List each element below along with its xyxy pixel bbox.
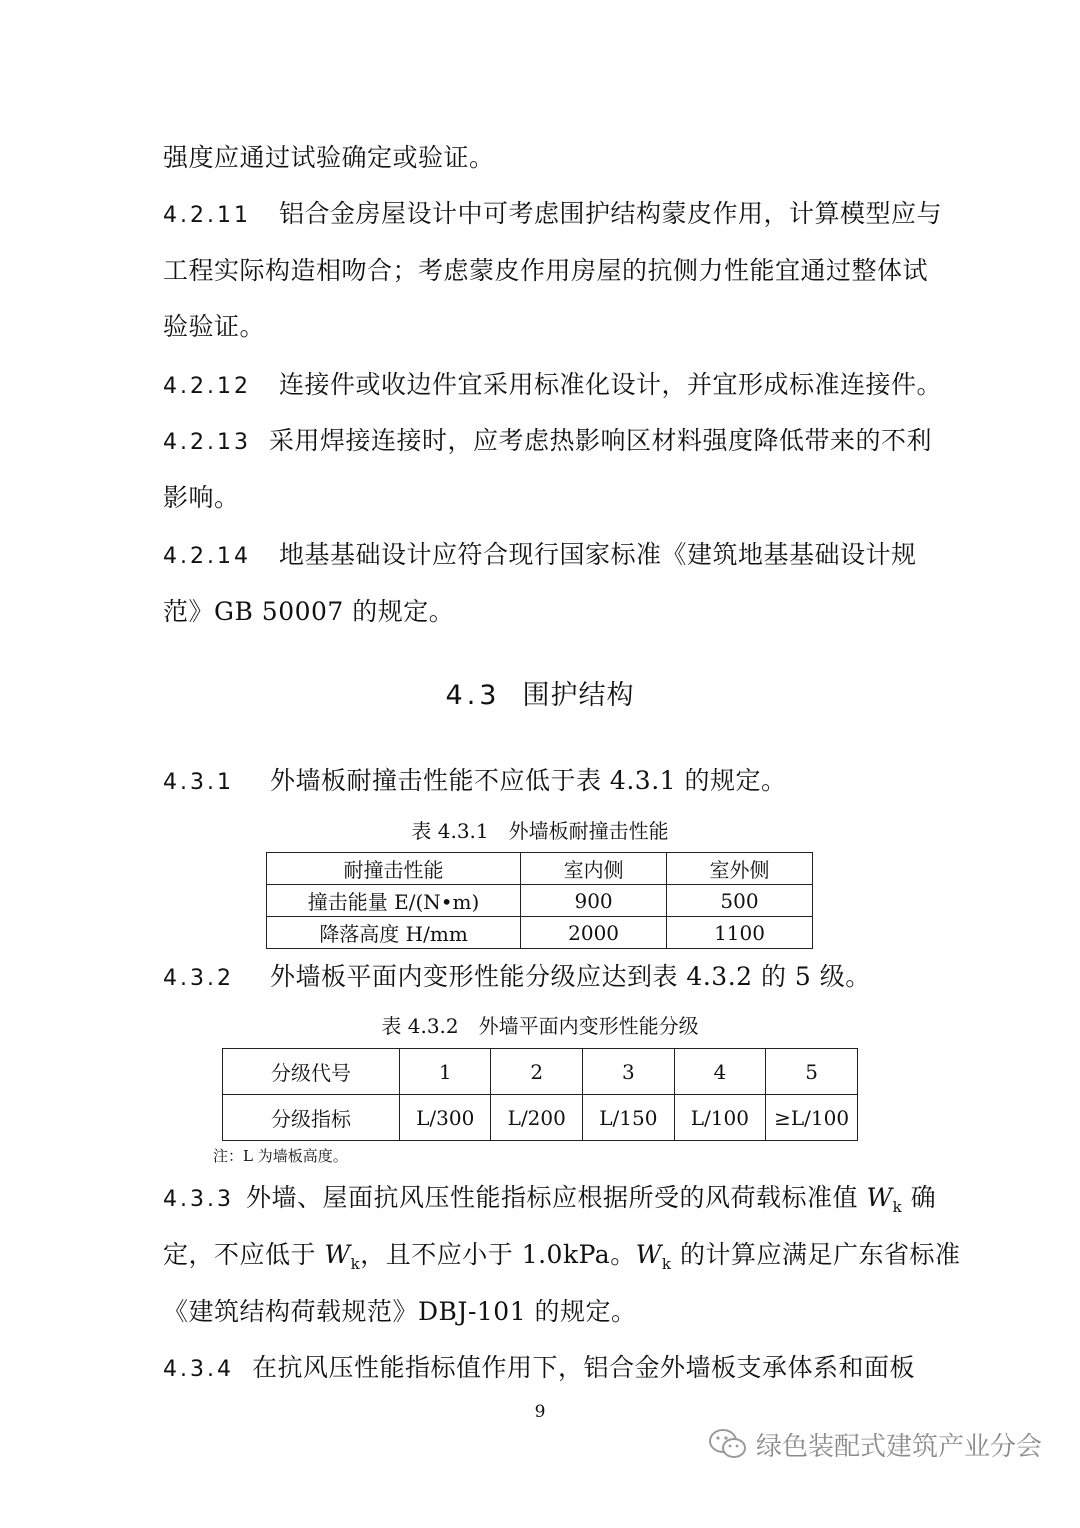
clause-text: 铝合金房屋设计中可考虑围护结构蒙皮作用，计算模型应与 (278, 199, 942, 228)
clause-text: 外墙板耐撞击性能不应低于表 4.3.1 的规定。 (269, 766, 787, 795)
clause-4-2-11-line3 (163, 309, 265, 345)
clause-text: 影响。 (163, 483, 240, 512)
table-impact-resistance (266, 852, 813, 949)
clause-number: 4.3.3 (163, 1187, 234, 1212)
clause-4-3-2 (163, 959, 871, 997)
table-cell: 2000 (521, 917, 667, 949)
clause-text: 外墙、屋面抗风压性能指标应根据所受的风荷载标准值 (245, 1183, 867, 1212)
table-header-cell: 室内侧 (521, 853, 667, 885)
paragraph-text: 强度应通过试验确定或验证。 (163, 143, 495, 172)
clause-number: 4.2.14 (163, 544, 251, 569)
table-note: 注：L 为墙板高度。 (213, 1147, 348, 1165)
clause-4-2-11 (163, 196, 942, 234)
paragraph-continuation (163, 140, 495, 176)
clause-number: 4.3.1 (163, 770, 234, 795)
table-cell: 分级指标 (223, 1095, 400, 1141)
table-header-cell: 耐撞击性能 (267, 853, 521, 885)
section-title (0, 676, 1080, 716)
table-cell: 1100 (667, 917, 813, 949)
table-cell: L/150 (583, 1095, 675, 1141)
table-cell: ≥L/100 (766, 1095, 858, 1141)
table-cell: 撞击能量 E/(N•m) (267, 885, 521, 917)
clause-4-2-13-line2 (163, 480, 240, 516)
subscript-k: k (661, 1255, 672, 1273)
table-cell: 分级代号 (223, 1049, 400, 1095)
clause-text: 定，不应低于 (163, 1240, 325, 1269)
table-caption: 表 4.3.1 外墙板耐撞击性能 (411, 819, 669, 843)
clause-text: 连接件或收边件宜采用标准化设计，并宜形成标准连接件。 (278, 370, 942, 399)
clause-text: 的计算应满足广东省标准 (671, 1240, 961, 1269)
clause-text: 地基基础设计应符合现行国家标准《建筑地基基础设计规 (278, 540, 917, 569)
subscript-k: k (892, 1198, 903, 1216)
page-number: 9 (534, 1402, 546, 1422)
table-header-cell: 室外侧 (667, 853, 813, 885)
clause-number: 4.2.13 (163, 430, 251, 455)
clause-number: 4.3.2 (163, 966, 234, 991)
clause-number: 4.2.12 (163, 374, 251, 399)
section-heading: 围护结构 (522, 680, 635, 711)
table-row (223, 1049, 858, 1095)
subscript-k: k (350, 1255, 361, 1273)
table-header-row (267, 853, 813, 885)
clause-text: 工程实际构造相吻合；考虑蒙皮作用房屋的抗侧力性能宜通过整体试 (163, 256, 929, 285)
variable-w: W (635, 1240, 662, 1269)
section-number: 4.3 (445, 680, 501, 711)
table-cell: L/100 (674, 1095, 766, 1141)
table-cell: L/200 (491, 1095, 583, 1141)
clause-4-3-3-line3 (163, 1294, 637, 1330)
clause-text: 验验证。 (163, 312, 266, 341)
table-cell: 降落高度 H/mm (267, 917, 521, 949)
clause-4-3-3 (163, 1180, 936, 1225)
table-deformation-grading (222, 1048, 858, 1141)
variable-w: W (324, 1240, 351, 1269)
table-cell: 2 (491, 1049, 583, 1095)
clause-number: 4.2.11 (163, 203, 251, 228)
clause-text: 采用焊接连接时，应考虑热影响区材料强度降低带来的不利 (268, 426, 932, 455)
clause-text: 范》GB 50007 的规定。 (163, 597, 455, 626)
table-cell: 3 (583, 1049, 675, 1095)
clause-text: ，且不应小于 1.0kPa。 (360, 1240, 636, 1269)
clause-text: 在抗风压性能指标值作用下，铝合金外墙板支承体系和面板 (251, 1353, 915, 1382)
clause-text: 《建筑结构荷载规范》DBJ-101 的规定。 (163, 1297, 637, 1326)
clause-4-2-14 (163, 537, 917, 575)
clause-4-2-13 (163, 423, 932, 461)
table-cell: 900 (521, 885, 667, 917)
table-caption: 表 4.3.2 外墙平面内变形性能分级 (381, 1014, 699, 1038)
clause-4-2-11-line2 (163, 253, 928, 289)
clause-text: 外墙板平面内变形性能分级应达到表 4.3.2 的 5 级。 (269, 962, 871, 991)
table-cell: 1 (399, 1049, 491, 1095)
table-cell: 4 (674, 1049, 766, 1095)
clause-number: 4.3.4 (163, 1357, 234, 1382)
clause-4-3-4 (163, 1350, 915, 1388)
clause-text: 确 (902, 1183, 937, 1212)
clause-4-2-12 (163, 367, 942, 405)
table-row (267, 885, 813, 917)
clause-4-3-1 (163, 763, 787, 801)
table-row (267, 917, 813, 949)
table-row (223, 1095, 858, 1141)
table-cell: L/300 (399, 1095, 491, 1141)
table-cell: 5 (766, 1049, 858, 1095)
variable-w: W (866, 1183, 893, 1212)
wechat-icon (708, 1427, 748, 1461)
watermark-text: 绿色装配式建筑产业分会 (756, 1431, 1043, 1462)
table-cell: 500 (667, 885, 813, 917)
watermark (708, 1424, 1042, 1464)
clause-4-2-14-line2 (163, 594, 454, 630)
clause-4-3-3-line2 (163, 1237, 960, 1282)
